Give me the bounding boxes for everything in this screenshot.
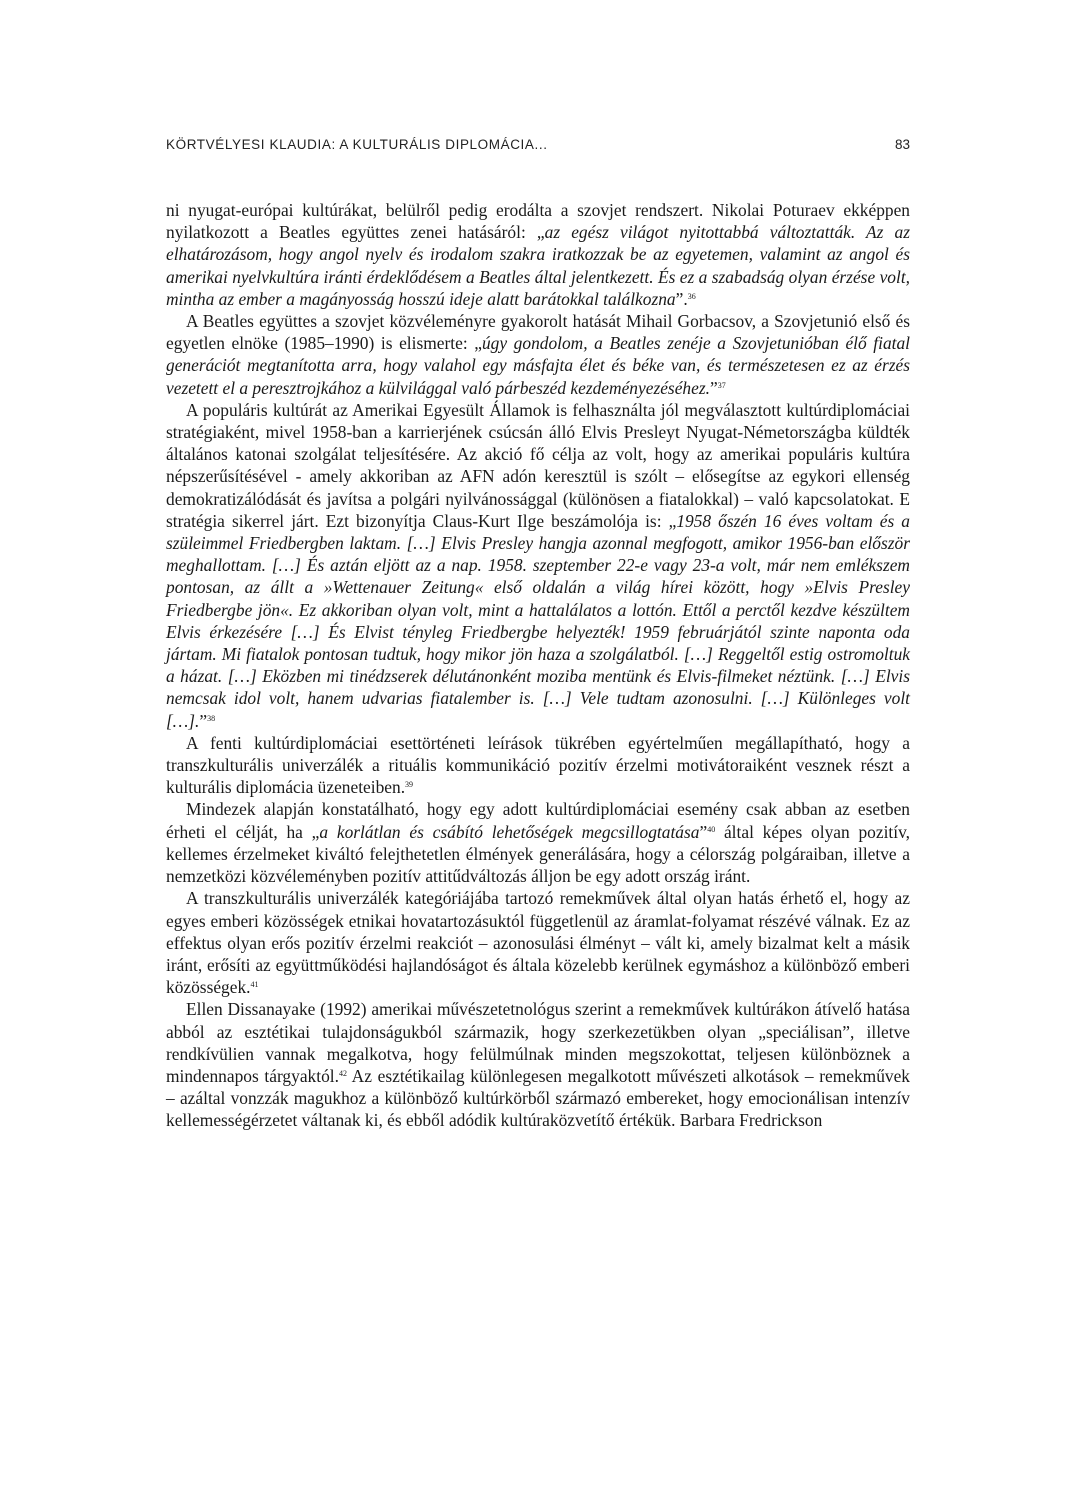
italic-quote: 1958 őszén 16 éves voltam és a szüleimmel Friedbergben laktam. […] Elvis Presley hangja azonnal megfogott, amikor 1956-ban először meghallottam. […] És aztán eljött az a nap. 1958. szeptember 22-e vagy 23-a volt, már nem emlékszem pontosan, az állt a »Wettenauer Zeitung« első oldalán a világ hírei között, hogy »Elvis Presley Friedbergbe jön«. Ez akkoriban olyan volt, mint a hattalálatos a lottón. Ettől a perctől kezdve készültem Elvis érkezésére […] És Elvist tényleg Friedbergbe helyezték! 1959 februárjától szinte naponta oda jártam. Mi fiatalok pontosan tudtuk, hogy mikor jön haza a szolgálatból. […] Reggeltől estig ostromoltuk a házat. […] Eközben mi tinédzserek délutánonként moziba mentünk és Elvis-filmeket néztünk. […] Elvis nemcsak idol volt, hanem udvarias fiatalember is. […] Vele tudtam azonosulni. […] Különleges volt […].	[166, 510, 911, 731]
text-run: A transzkulturális univerzálék kategóriájába tartozó remekművek által olyan hatás érhető el, hogy az egyes emberi közösségek etnikai hovatartozásuktól függetlenül az áramlat-folyamat részévé válnak. Ez az effektus olyan erős pozitív érzelmi reakciót – azonosulási élményt – vált ki, amely bizalmat kelt a másik iránt, erősíti az együttműködési hajlandóságot és általa közelebb kerülnek egymáshoz a különböző emberi közösségek.	[166, 888, 910, 998]
text-run: ”	[699, 821, 708, 842]
page-number: 83	[894, 137, 910, 152]
paragraph	[166, 887, 910, 998]
paragraph	[166, 399, 910, 732]
paragraph	[166, 998, 910, 1131]
italic-quote: a korlátlan és csábító lehetőségek megcsillogtatása	[319, 821, 700, 842]
footnote-ref: 40	[707, 824, 716, 834]
text-run: ”	[199, 710, 208, 731]
text-run: A Beatles együttes a szovjet közvéleményre gyakorolt hatását Mihail Gorbacsov, a Szovjetunió első és egyetlen elnöke (1985–1990) is elismerte: „	[166, 311, 910, 354]
footnote-ref: 38	[207, 713, 216, 723]
text-run: ”.	[675, 288, 688, 309]
paragraph	[166, 310, 910, 399]
paragraph	[166, 199, 910, 310]
italic-quote: az egész világot nyitottabbá változtatták. Az az elhatározásom, hogy angol nyelv és irodalom szakra iratkozzak be az egyetemen, valamint az angol és amerikai nyelvkultúra iránti érdeklődésem a Beatles által jelentkezett. És ez a szabadság olyan érzése volt, mintha az ember a magányosság hosszú ideje alatt barátokkal találkozna	[166, 222, 910, 309]
footnote-ref: 39	[405, 780, 414, 790]
paragraph	[166, 732, 910, 799]
text-run: Mindezek alapján konstatálható, hogy egy adott kultúrdiplomáciai esemény csak abban az esetben érheti el célját, ha „	[166, 799, 910, 842]
footnote-ref: 37	[717, 380, 726, 390]
text-run: Az esztétikailag különlegesen megalkotott művészeti alkotások – remekművek – azáltal vonzzák magukhoz a különböző kultúrkörből származó embereket, hogy emocionálisan intenzív kellemességérzetet váltanak ki, és ebből adódik kultúraközvetítő értékük. Barbara Fredrickson	[166, 1065, 910, 1131]
footnote-ref: 36	[687, 291, 696, 301]
text-run: által képes olyan pozitív, kellemes érzelmeket kiváltó felejthetetlen élmények generálására, hogy a célország polgáraiban, illetve a nemzetközi közvéleményben pozitív attitűdváltozás álljon be egy adott ország iránt.	[166, 821, 910, 887]
text-run: Ellen Dissanayake (1992) amerikai művészetetnológus szerint a remekművek kultúrákon átívelő hatása abból az esztétikai tulajdonságukból származik, hogy szerkezetükben olyan „speciálisan”, illetve rendkívülien vannak megalkotva, hogy felülmúlnak minden megszokottat, teljesen különböznek a mindennapos tárgyaktól.	[166, 999, 910, 1086]
text-run: A fenti kultúrdiplomáciai esettörténeti leírások tükrében egyértelműen megállapítható, hogy a transzkulturális univerzálék a rituális kommunikáció pozitív érzelmi motivátoraiként vesznek részt a kulturális diplomácia üzeneteiben.	[166, 732, 910, 798]
footnote-ref: 41	[250, 980, 259, 990]
text-run: ni nyugat-európai kultúrákat, belülről pedig erodálta a szovjet rendszert. Nikolai Poturaev ekképpen nyilatkozott a Beatles együttes zenei hatásáról: „	[166, 200, 910, 243]
text-run: ”	[709, 377, 718, 398]
footnote-ref: 42	[338, 1068, 347, 1078]
paragraph	[166, 798, 910, 887]
body-text	[166, 199, 910, 1132]
text-run: A populáris kultúrát az Amerikai Egyesült Államok is felhasználta jól megválasztott kultúrdiplomáciai stratégiaként, mivel 1958-ban a karrierjének csúcsán álló Elvis Presleyt Nyugat-Németországba küldték általános katonai szolgálat teljesítésére. Az akció fő célja az volt, hogy az amerikai populáris kultúra népszerűsítésével - amely akkoriban az AFN adón keresztül is szólt – elősegítse az egykori ellenség demokratizálódását és javítsa a polgári nyilvánossággal (különösen a fiatalokkal) – való kapcsolatokat. E stratégia sikerrel járt. Ezt bizonyítja Claus-Kurt Ilge beszámolója is: „	[166, 399, 910, 531]
running-title: KÖRTVÉLYESI KLAUDIA: A KULTURÁLIS DIPLOMÁCIA...	[166, 137, 548, 152]
italic-quote: úgy gondolom, a Beatles zenéje a Szovjetunióban élő fiatal generációt megtanította arra, hogy valahol egy másfajta élet és béke van, és természetesen ez az érzés vezetett el a peresztrojkához a külvilággal való párbeszéd kezdeményezéséhez.	[166, 333, 910, 398]
